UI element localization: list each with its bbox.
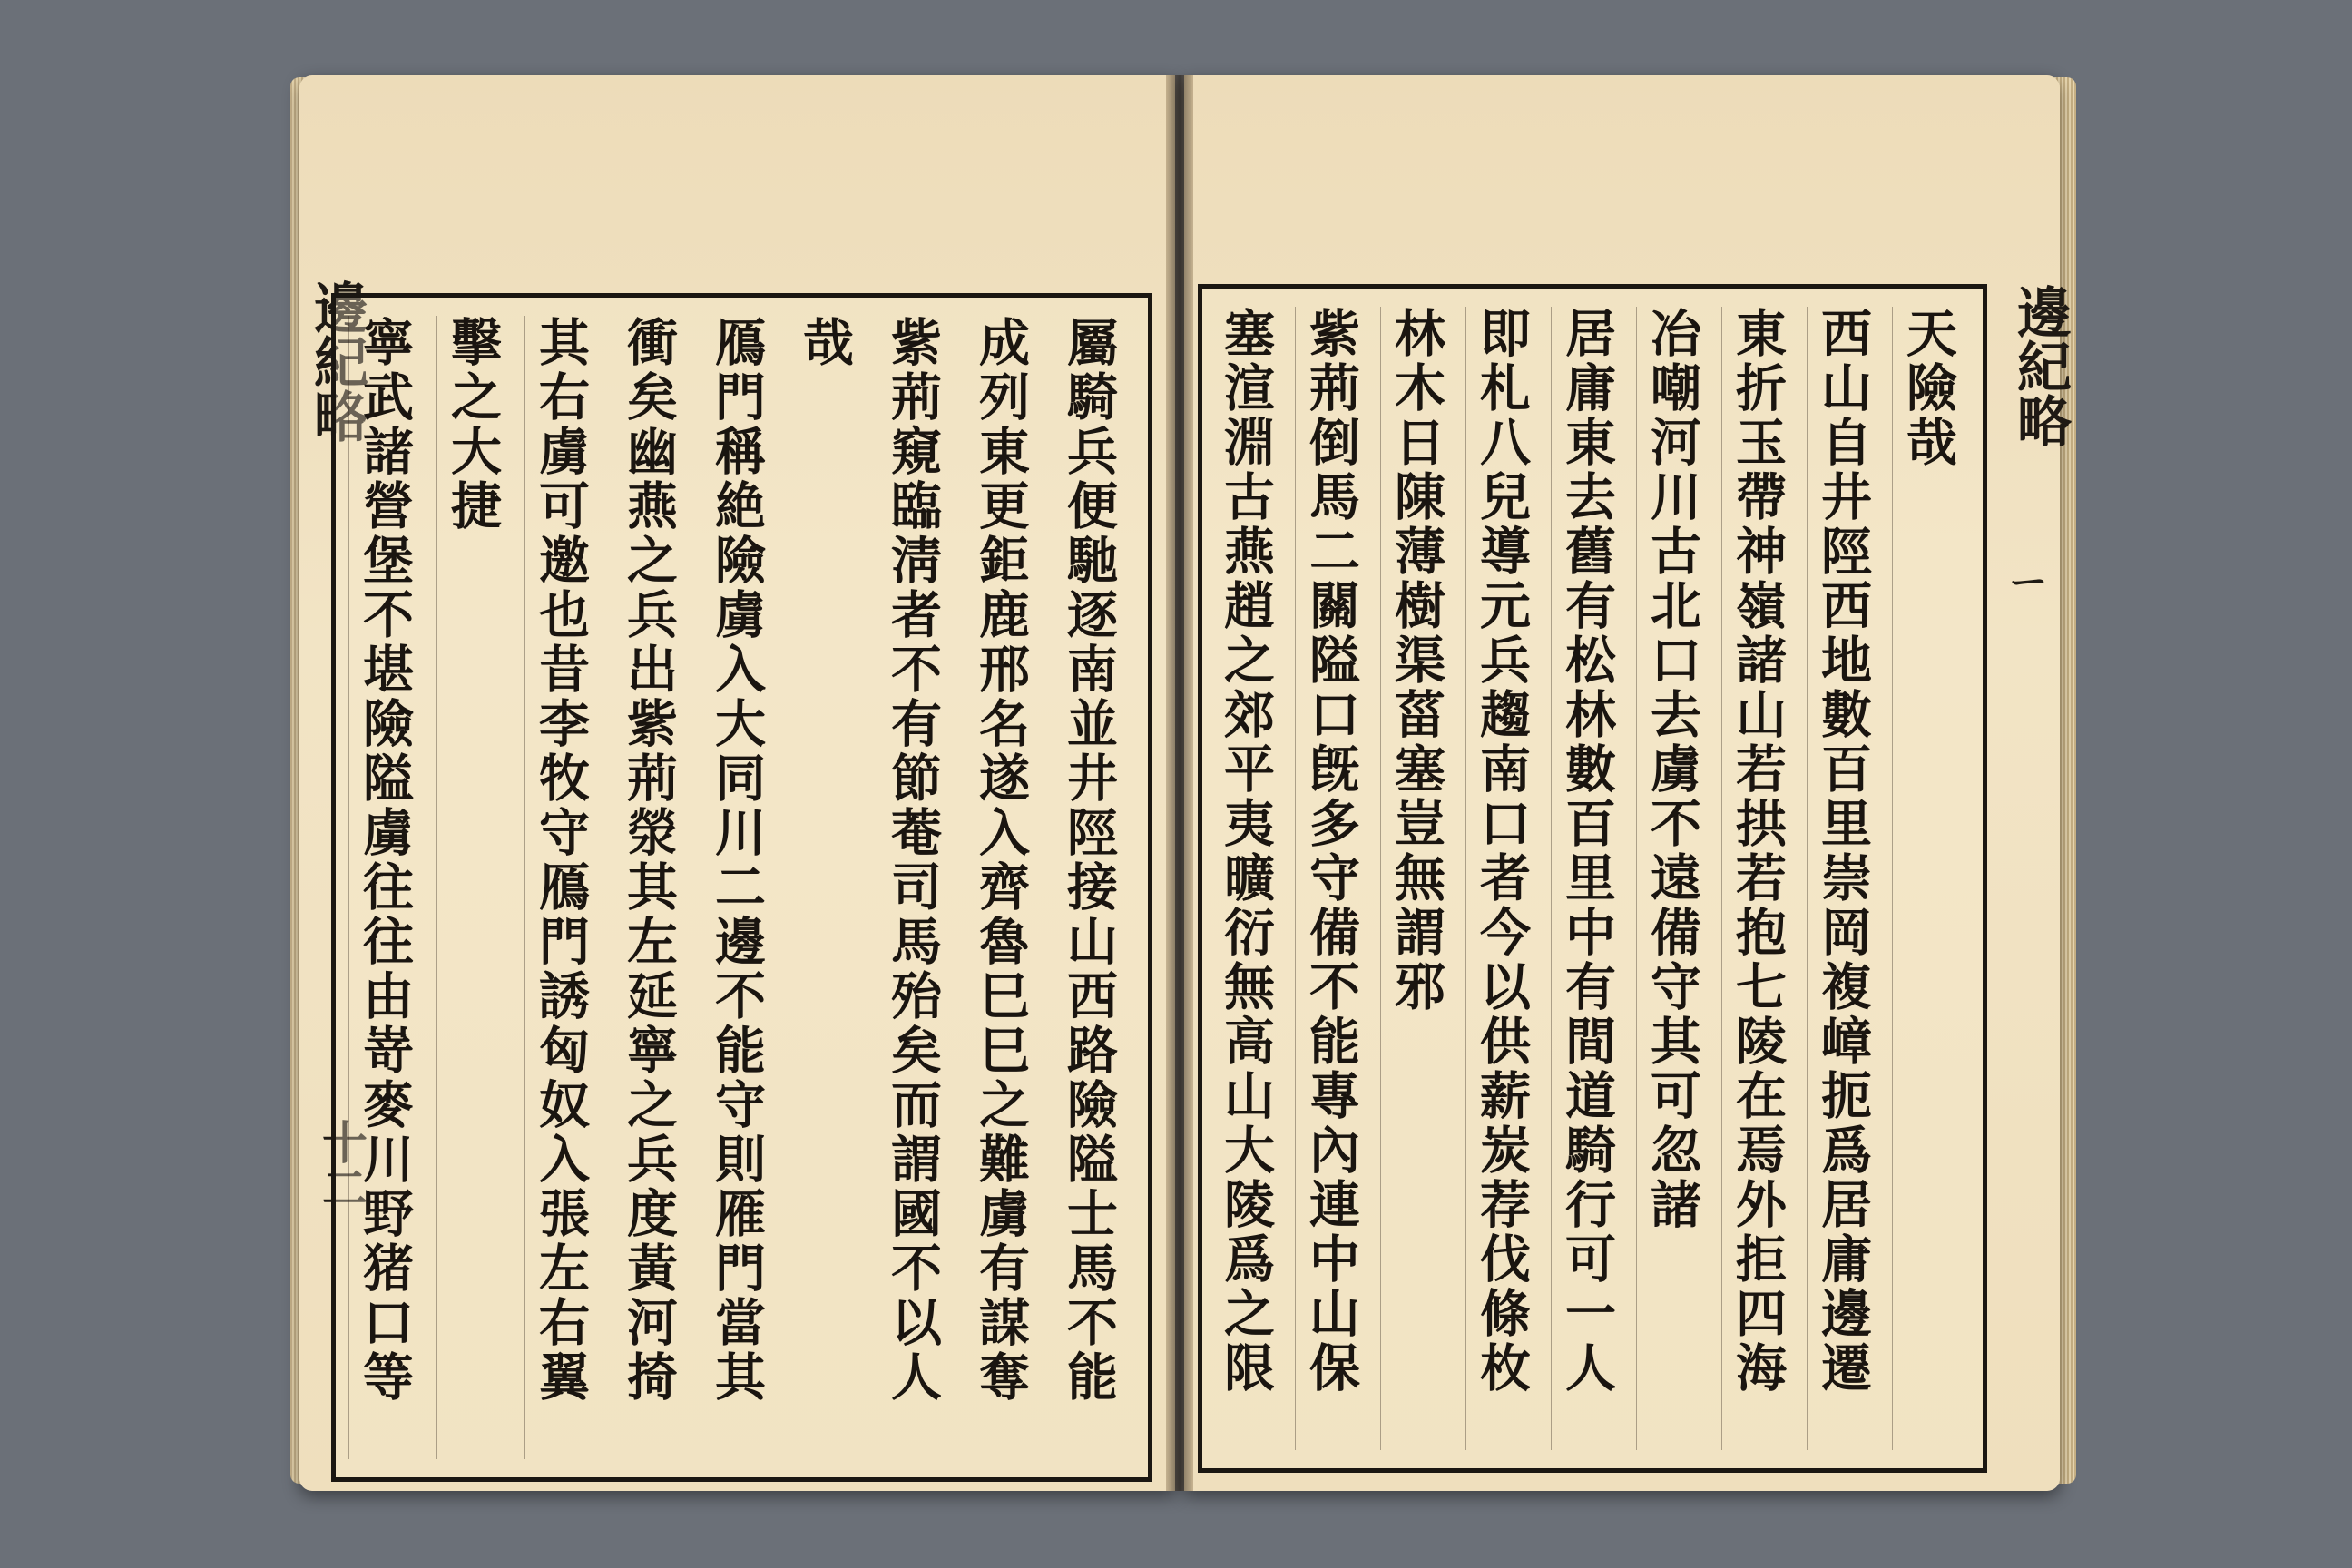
left-column-1: 屬騎兵便馳逐南並井陘接山西路險隘士馬不能 (1053, 316, 1124, 1459)
left-column-3: 紫荊窺臨淸者不有節菴司馬殆矣而謂國不以人 (877, 316, 948, 1459)
left-column-6: 衝矣幽燕之兵出紫荊滎其左延寧之兵度黃河掎 (612, 316, 684, 1459)
left-column-2: 成列東更鉅鹿邢名遂入齊魯巳巳之難虜有謀奪 (965, 316, 1036, 1459)
left-folio: 十二 (315, 1119, 368, 1210)
right-column-9: 塞渲淵古燕趙之郊平夷曠衍無高山大陵爲之限 (1210, 307, 1281, 1450)
left-margin-title: 邊紀略 (305, 279, 368, 443)
right-margin-title: 邊紀略 (2008, 284, 2072, 447)
right-column-8: 紫荊倒馬二關隘口旣多守備不能專內連中山保 (1295, 307, 1367, 1450)
left-column-4: 哉 (789, 316, 860, 1459)
right-column-5: 居庸東去舊有松林數百里中有間道騎行可一人 (1551, 307, 1622, 1450)
left-column-7: 其右虜可邀也昔李牧守鴈門誘匈奴入張左右翼 (524, 316, 596, 1459)
left-page (299, 75, 1175, 1491)
left-text-frame (331, 293, 1152, 1482)
open-book (299, 68, 2072, 1502)
right-column-4: 冶嘲河川古北口去虜不遠備守其可忽諸 (1636, 307, 1708, 1450)
right-column-3: 東折玉帶神嶺諸山若拱若抱七陵在焉外拒四海 (1721, 307, 1793, 1450)
right-column-1: 天險哉 (1892, 307, 1964, 1450)
book-gutter (1166, 75, 1193, 1491)
right-page (1184, 75, 2072, 1491)
left-column-8: 擊之大捷 (436, 316, 508, 1459)
left-column-9: 寧武諸營堡不堪險隘虜往往由嵜麥川野猪口等 (348, 316, 420, 1459)
right-column-2: 西山自井陘西地數百里崇岡複嶂扼爲居庸邊遷 (1807, 307, 1878, 1450)
right-folio-mark: ㄧ (2005, 556, 2051, 610)
right-text-frame (1198, 284, 1987, 1473)
left-column-5: 鴈門稱絶險虜入大同川二邊不能守則雁門當其 (701, 316, 772, 1459)
right-column-6: 即札八兒導元兵趨南口者今以供薪炭荐伐條枚 (1465, 307, 1537, 1450)
right-column-7: 林木日陳薄樹渠菑塞豈無謂邪 (1380, 307, 1452, 1450)
